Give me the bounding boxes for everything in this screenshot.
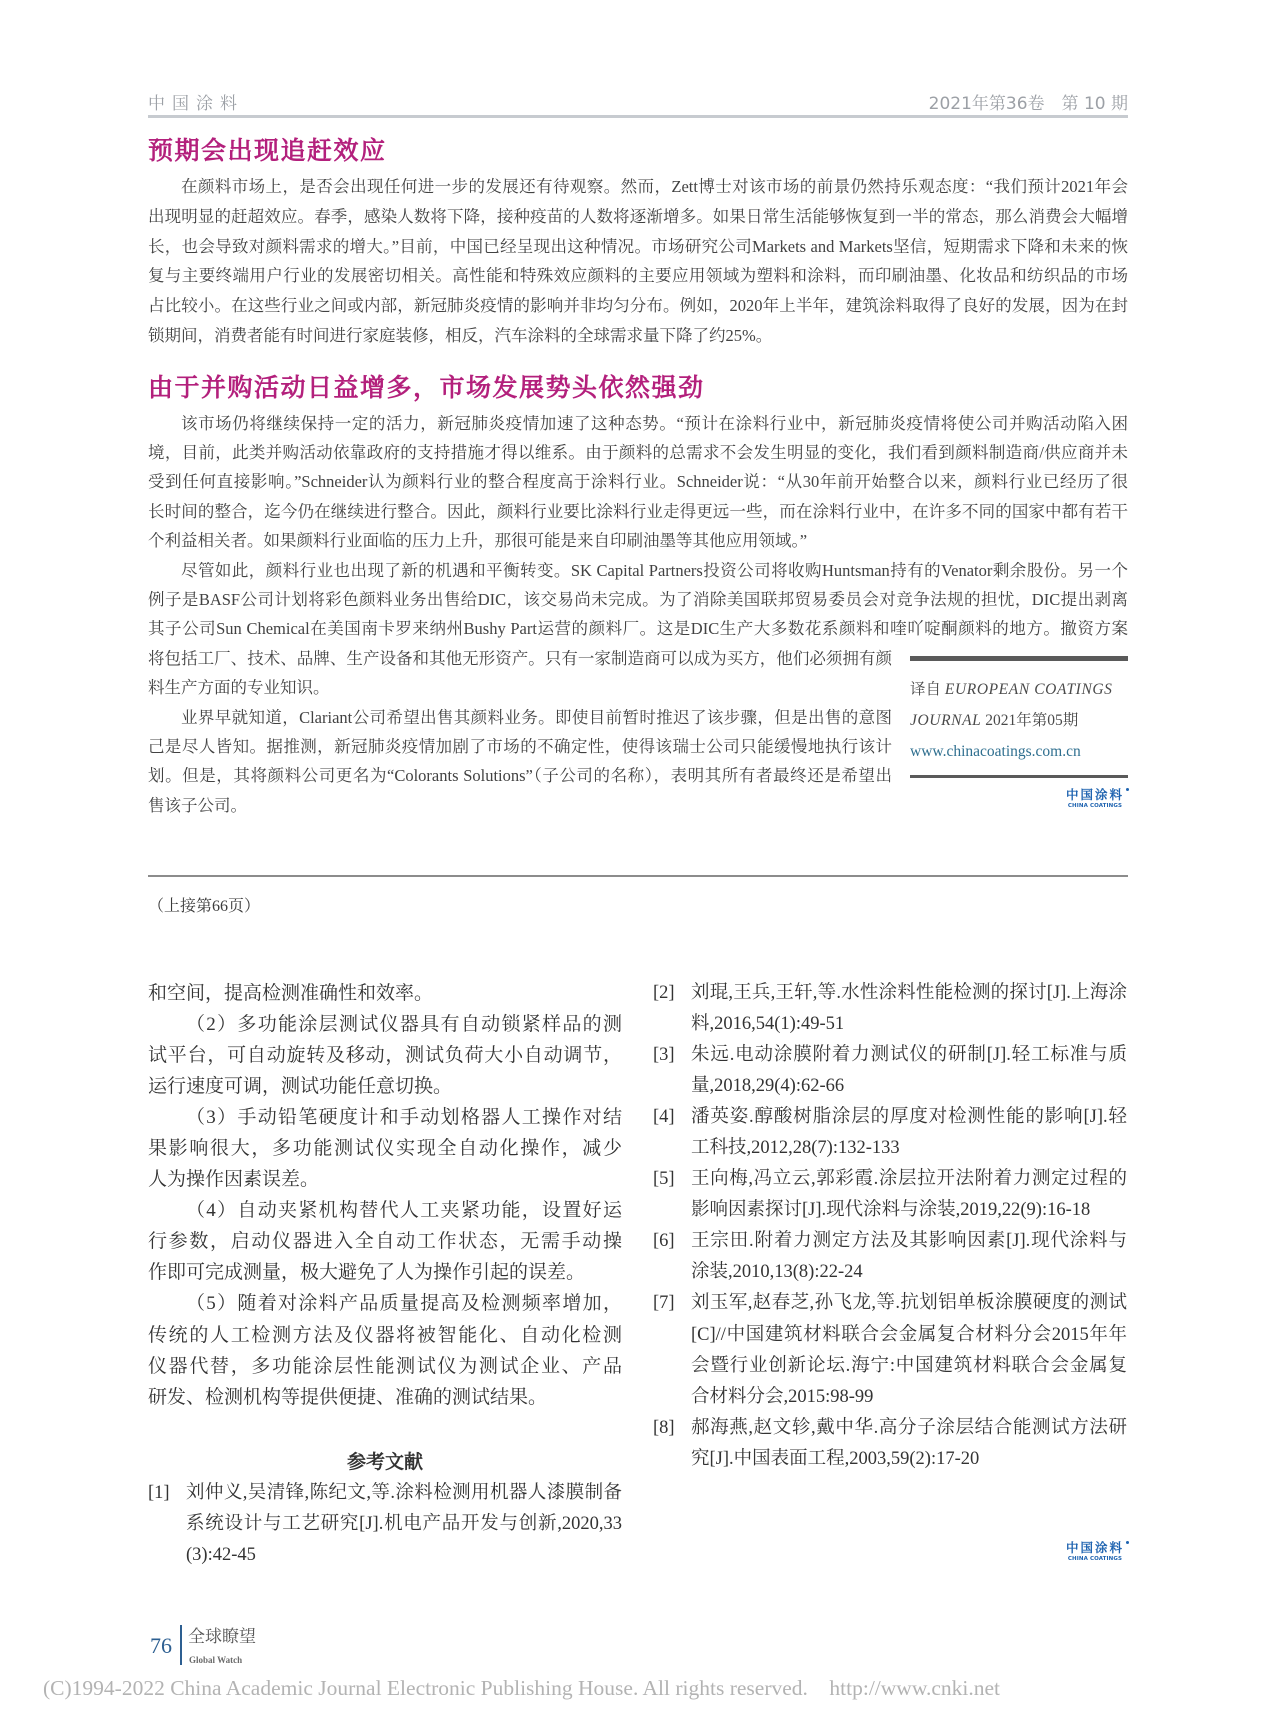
logo-text-en: CHINA COATINGS — [1067, 1556, 1123, 1562]
footer-section-title-en: Global Watch — [189, 1655, 243, 1665]
text-line: 工科技,2012,28(7):132-133 — [691, 1137, 900, 1158]
references-list-right — [653, 978, 1127, 1476]
section-divider — [148, 875, 1128, 877]
footer-divider-bar — [180, 1625, 182, 1665]
running-header-journal: 中国涂料 — [148, 94, 244, 114]
reference-item — [653, 1102, 1127, 1164]
reference-item — [653, 1288, 1127, 1412]
text-line: 系统设计与工艺研究[J].机电产品开发与创新,2020,33 — [186, 1513, 622, 1534]
text-line: 业界早就知道，Clariant公司希望出售其颜料业务。即使目前暂时推迟了该步骤，但是出售的意图 — [181, 707, 892, 727]
source-journal-name: EUROPEAN COATINGS — [944, 681, 1113, 698]
source-line-2 — [910, 709, 1078, 733]
logo-cn-label: 中国涂料 — [1065, 787, 1124, 802]
text-line: 复与主要终端用户行业的发展密切相关。高性能和特殊效应颜料的主要应用领域为塑料和涂料，而印刷油墨、化妆品和纺织品的市场 — [148, 266, 1128, 286]
reference-item — [148, 1478, 622, 1571]
paragraph — [148, 409, 1128, 556]
reference-item — [653, 1413, 1127, 1475]
reference-item — [653, 1164, 1127, 1226]
text-line: 境，目前，此类并购活动依靠政府的支持措施才得以维系。由于颜料的总需求不会发生明显的变化，我们看到颜料制造商/供应商并未 — [148, 442, 1128, 462]
logo-text-cn — [1064, 788, 1126, 802]
text-line: 在颜料市场上，是否会出现任何进一步的发展还有待观察。然而，Zett博士对该市场的前景仍然持乐观态度：“我们预计2021年会 — [181, 177, 1128, 196]
running-header-issue: 2021年第36卷 第 10 期 — [928, 94, 1128, 114]
text-line: 锁期间，消费者能有时间进行家庭装修，相反，汽车涂料的全球需求量下降了约25%。 — [148, 325, 773, 345]
references-list-left — [148, 1478, 622, 1571]
text-line: 例子是BASF公司计划将彩色颜料业务出售给DIC，该交易尚未完成。为了消除美国联邦贸易委员会对竞争法规的担忧，DIC提出剥离 — [148, 589, 1128, 609]
copyright-notice: (C)1994-2022 China Academic Journal Electronic Publishing House. All rights reserved. http://www.cnki.net — [43, 1676, 1000, 1700]
footer-section-title-cn: 全球瞭望 — [188, 1627, 256, 1647]
text-line: 刘仲义,吴清锋,陈纪文,等.涂料检测用机器人漆膜制备 — [186, 1482, 622, 1503]
page-number: 76 — [150, 1633, 172, 1658]
text-line: 仪器代替，多功能涂层性能测试仪为测试企业、产品 — [148, 1355, 622, 1377]
text-line: 刘琨,王兵,王轩,等.水性涂料性能检测的探讨[J].上海涂 — [691, 982, 1127, 1003]
reference-number: [7] — [653, 1293, 675, 1314]
text-line: 个利益相关者。如果颜料行业面临的压力上升，那很可能是来自印刷油墨等其他应用领域。” — [148, 531, 808, 551]
text-line: 料,2016,54(1):49-51 — [691, 1013, 845, 1034]
text-line: 果影响很大，多功能测试仪实现全自动化操作，减少 — [148, 1137, 622, 1159]
source-box-top-bar — [910, 656, 1128, 661]
text-line: （5）随着对涂料产品质量提高及检测频率增加， — [186, 1293, 622, 1315]
text-line: 涂装,2010,13(8):22-24 — [691, 1262, 863, 1283]
continued-from-label: （上接第66页） — [148, 898, 261, 915]
text-line: 王向梅,冯立云,郭彩霞.涂层拉开法附着力测定过程的 — [691, 1169, 1127, 1190]
text-line: 长，也会导致对颜料需求的增大。”目前，中国已经呈现出这种情况。市场研究公司Markets and Markets坚信，短期需求下降和未来的恢 — [148, 236, 1128, 256]
text-line: 占比较小。在这些行业之间或内部，新冠肺炎疫情的影响并非均匀分布。例如，2020年上半年，建筑涂料取得了良好的发展，因为在封 — [148, 296, 1128, 316]
reference-number: [1] — [148, 1482, 170, 1503]
paragraph — [148, 172, 1128, 351]
reference-number: [5] — [653, 1169, 675, 1190]
text-line: 传统的人工检测方法及仪器将被智能化、自动化检测 — [148, 1324, 622, 1346]
text-line: (3):42-45 — [186, 1544, 256, 1565]
text-line: 受到任何直接影响。”Schneider认为颜料行业的整合程度高于涂料行业。Schneider说：“从30年前开始整合以来，颜料行业已经历了很 — [148, 472, 1128, 492]
paragraph — [148, 978, 622, 1009]
text-line: （2）多功能涂层测试仪器具有自动锁紧样品的测 — [186, 1013, 622, 1035]
text-line: 划。但是，其将颜料公司更名为“Colorants Solutions”（子公司的名称），表明其所有者最终还是希望出 — [148, 766, 892, 786]
china-coatings-logo-bottom — [1064, 1541, 1126, 1563]
text-line: 售该子公司。 — [148, 795, 247, 815]
left-column-body — [148, 978, 622, 1413]
text-line: 影响因素探讨[J].现代涂料与涂装,2019,22(9):16-18 — [691, 1200, 1091, 1221]
text-line: 其子公司Sun Chemical在美国南卡罗来纳州Bushy Part运营的颜料厂。这是DIC生产大多数花系颜料和喹吖啶酮颜料的地方。撤资方案 — [148, 619, 1128, 639]
text-line: 人为操作因素误差。 — [148, 1169, 320, 1191]
source-box-bottom-bar — [910, 775, 1128, 778]
text-line: 研发、检测机构等提供便捷、准确的测试结果。 — [148, 1386, 548, 1408]
source-prefix: 译自 — [910, 681, 945, 698]
text-line: 量,2018,29(4):62-66 — [691, 1075, 845, 1096]
source-line-1 — [910, 678, 1113, 702]
paragraph — [148, 1009, 622, 1102]
logo-text-cn — [1064, 1541, 1126, 1555]
text-line: 行参数，启动仪器进入全自动工作状态，无需手动操 — [148, 1231, 622, 1253]
reference-item — [653, 1226, 1127, 1288]
text-line: [C]//中国建筑材料联合会金属复合材料分会2015年年 — [691, 1324, 1127, 1345]
reference-number: [3] — [653, 1044, 675, 1065]
source-journal-name-cont: JOURNAL — [910, 712, 982, 729]
references-heading: 参考文献 — [346, 1451, 423, 1473]
logo-dot-icon — [1126, 788, 1129, 791]
text-line: 潘英姿.醇酸树脂涂层的厚度对检测性能的影响[J].轻 — [691, 1106, 1127, 1127]
text-line: 运行速度可调，测试功能任意切换。 — [148, 1075, 453, 1097]
text-line: 合材料分会,2015:98-99 — [691, 1386, 874, 1407]
paragraph — [148, 1288, 622, 1412]
text-line: 刘玉军,赵春芝,孙飞龙,等.抗划铝单板涂膜硬度的测试 — [691, 1293, 1127, 1314]
source-issue: 2021年第05期 — [981, 712, 1079, 729]
section-heading-mergers: 由于并购活动日益增多，市场发展势头依然强劲 — [148, 373, 705, 402]
text-line: （4）自动夹紧机构替代人工夹紧功能，设置好运 — [186, 1200, 622, 1222]
text-line: 究[J].中国表面工程,2003,59(2):17-20 — [691, 1448, 980, 1469]
section-heading-catch-up: 预期会出现追赶效应 — [148, 136, 387, 165]
reference-number: [6] — [653, 1231, 675, 1252]
text-line: 会暨行业创新论坛.海宁:中国建筑材料联合会金属复 — [691, 1355, 1127, 1376]
text-line: 郝海燕,赵文轸,戴中华.高分子涂层结合能测试方法研 — [691, 1417, 1127, 1438]
text-line: 作即可完成测量，极大避免了人为操作引起的误差。 — [148, 1262, 586, 1284]
logo-cn-label: 中国涂料 — [1065, 1540, 1124, 1555]
text-line: 出现明显的赶超效应。春季，感染人数将下降，接种疫苗的人数将逐渐增多。如果日常生活能够恢复到一半的常态，那么消费会大幅增 — [148, 206, 1128, 226]
logo-dot-icon — [1126, 1541, 1129, 1544]
china-coatings-logo — [1064, 788, 1126, 810]
reference-number: [4] — [653, 1106, 675, 1127]
paragraph — [148, 1195, 622, 1288]
logo-text-en: CHINA COATINGS — [1067, 803, 1123, 809]
text-line: 长时间的整合，迄今仍在继续进行整合。因此，颜料行业要比涂料行业走得更远一些，而在涂料行业中，在许多不同的国家中都有若干 — [148, 501, 1128, 521]
text-line: 尽管如此，颜料行业也出现了新的机遇和平衡转变。SK Capital Partners投资公司将收购Huntsman持有的Venator剩余股份。另一个 — [181, 560, 1128, 580]
reference-item — [653, 1040, 1127, 1102]
header-rule — [148, 115, 1128, 118]
source-url: www.chinacoatings.com.cn — [910, 743, 1081, 760]
reference-number: [2] — [653, 982, 675, 1003]
text-line: 料生产方面的专业知识。 — [148, 678, 330, 698]
text-line: 己是尽人皆知。据推测，新冠肺炎疫情加剧了市场的不确定性，使得该瑞士公司只能缓慢地执行该计 — [148, 736, 892, 756]
reference-item — [653, 978, 1127, 1040]
text-line: 和空间，提高检测准确性和效率。 — [148, 982, 434, 1004]
text-line: 试平台，可自动旋转及移动，测试负荷大小自动调节， — [148, 1044, 622, 1066]
reference-number: [8] — [653, 1417, 675, 1438]
text-line: 王宗田.附着力测定方法及其影响因素[J].现代涂料与 — [691, 1231, 1127, 1252]
paragraph — [148, 1102, 622, 1195]
text-line: （3）手动铅笔硬度计和手动划格器人工操作对结 — [186, 1106, 622, 1128]
text-line: 该市场仍将继续保持一定的活力，新冠肺炎疫情加速了这种态势。“预计在涂料行业中，新冠肺炎疫情将使公司并购活动陷入困 — [181, 413, 1128, 433]
text-line: 将包括工厂、技术、品牌、生产设备和其他无形资产。只有一家制造商可以成为买方，他们必须拥有颜 — [148, 648, 892, 668]
text-line: 朱远.电动涂膜附着力测试仪的研制[J].轻工标准与质 — [691, 1044, 1127, 1065]
